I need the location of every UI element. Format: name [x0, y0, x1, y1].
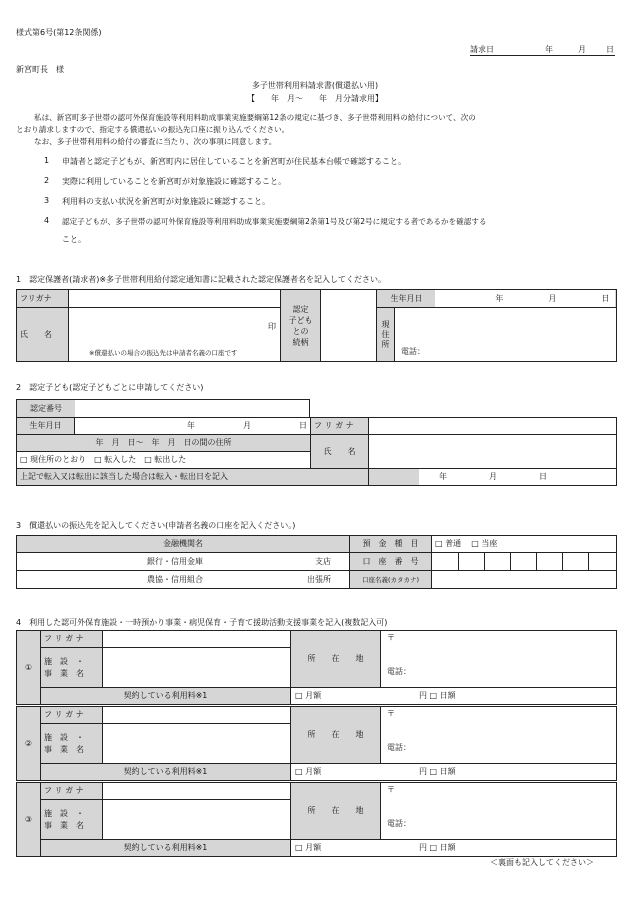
facility-furigana-field[interactable]	[103, 631, 291, 648]
consent-item: 2 実際に利用していることを新宮町が対象施設に確認すること。	[44, 176, 286, 186]
bank-table	[16, 535, 617, 589]
request-date[interactable]: 請求日 年 月 日	[470, 45, 614, 54]
residence-options[interactable]: □ 現住所のとおり □ 転入した □ 転出した	[17, 452, 311, 469]
section-2-heading: 2 認定子ども(認定子どもごとに申請してください)	[16, 383, 204, 392]
account-number-label: 口 座 番 号	[350, 553, 432, 571]
intro-line-2: とおり請求しますので、指定する償還払いの振込先口座に振り込んでください。	[16, 125, 290, 134]
intro-line-3: なお、多子世帯利用料の給付の審査に当たり、次の事項に同意します。	[34, 137, 277, 146]
section-3-heading: 3 償還払いの振込先を記入してください(申請者名義の口座を記入ください。)	[16, 521, 296, 530]
location-label: 所 在 地	[291, 707, 381, 764]
account-type-label: 預 金 種 目	[350, 536, 432, 553]
facility-furigana-label: フ リ ガ ナ	[41, 783, 103, 800]
facility-entry	[16, 782, 617, 857]
guardian-table	[16, 289, 617, 362]
account-number-field[interactable]	[432, 553, 617, 571]
facility-entry	[16, 630, 617, 705]
facility-name-label: 施 設 ・ 事 業 名	[41, 648, 103, 688]
fee-monthly-daily[interactable]: □ 月額 円 □ 日額	[291, 840, 617, 857]
move-date-note: 上記で転入又は転出に該当した場合は転入・転出日を記入	[17, 469, 369, 486]
address-label: 現 住 所	[377, 308, 395, 362]
account-holder-label: 口座名義(カタカナ)	[350, 571, 432, 589]
location-field[interactable]: 〒 電話：	[381, 707, 617, 764]
location-field[interactable]: 〒 電話：	[381, 783, 617, 840]
consent-item: 4 認定子どもが、多子世帯の認可外保育施設等利用料助成事業実施要綱第2条第1号及び第2号に規定する者であるかを確認する	[44, 216, 487, 226]
account-note: ※償還払いの場合の振込先は申請者名義の口座です	[89, 349, 238, 357]
form-number: 様式第6号(第12条関係)	[16, 28, 102, 37]
institution-label: 金融機関名	[17, 536, 350, 553]
facility-furigana-field[interactable]	[103, 707, 291, 724]
contract-fee-label: 契約している利用料※1	[41, 688, 291, 705]
facility-name-field[interactable]	[103, 648, 291, 688]
entry-number: ③	[17, 783, 41, 857]
fee-monthly-daily[interactable]: □ 月額 円 □ 日額	[291, 764, 617, 781]
consent-item: 3 利用料の支払い状況を新宮町が対象施設に確認すること。	[44, 196, 270, 206]
account-type-current[interactable]: □ 当座	[471, 539, 498, 548]
seal-mark: 印	[268, 322, 276, 331]
facility-name-label: 施 設 ・ 事 業 名	[41, 724, 103, 764]
relation-field[interactable]	[321, 290, 377, 362]
branch-field[interactable]: 農協・信用組合 出張所	[17, 571, 350, 589]
residence-period-label: 年 月 日～ 年 月 日の間の住所	[17, 435, 311, 452]
facility-furigana-label: フ リ ガ ナ	[41, 707, 103, 724]
location-label: 所 在 地	[291, 631, 381, 688]
guardian-furigana-field[interactable]	[69, 290, 281, 308]
child-table	[16, 417, 617, 486]
addressee: 新宮町長 様	[16, 65, 64, 74]
facility-entry	[16, 706, 617, 781]
entry-number: ②	[17, 707, 41, 781]
claim-period: 【 年 月～ 年 月分請求用】	[247, 94, 383, 103]
child-birth-label: 生年月日	[17, 418, 75, 435]
fee-monthly-daily[interactable]: □ 月額 円 □ 日額	[291, 688, 617, 705]
consent-list	[44, 156, 614, 256]
consent-item-cont: こと。	[62, 235, 86, 244]
move-date-field[interactable]: 年 月 日	[369, 469, 617, 486]
child-birth-field[interactable]: 年 月 日	[75, 418, 311, 435]
furigana-label: フリガナ	[17, 290, 69, 308]
contract-fee-label: 契約している利用料※1	[41, 840, 291, 857]
name-label: 氏 名	[17, 308, 69, 362]
consent-item: 1 申請者と認定子どもが、新宮町内に居住していることを新宮町が住民基本台帳で確認すること。	[44, 156, 406, 166]
contract-fee-label: 契約している利用料※1	[41, 764, 291, 781]
child-furigana-label: フ リ ガ ナ	[311, 418, 369, 435]
guardian-name-field[interactable]	[69, 308, 281, 362]
facility-furigana-field[interactable]	[103, 783, 291, 800]
entry-number: ①	[17, 631, 41, 705]
facility-name-field[interactable]	[103, 724, 291, 764]
account-type-normal[interactable]: □ 普通	[435, 539, 462, 548]
section-4-heading: 4 利用した認可外保育施設・一時預かり事業・病児保育・子育て援助活動支援事業を記入(複数記入可)	[16, 618, 388, 627]
guardian-address-field[interactable]: 電話：	[395, 308, 617, 362]
facility-furigana-label: フ リ ガ ナ	[41, 631, 103, 648]
bank-name-field[interactable]: 銀行・信用金庫 支店	[17, 553, 350, 571]
facility-name-label: 施 設 ・ 事 業 名	[41, 800, 103, 840]
section-1-heading: 1 認定保護者(請求者)※多子世帯利用給付認定通知書に記載された認定保護者名を記入してください。	[16, 275, 387, 284]
account-holder-field[interactable]	[432, 571, 617, 589]
page-title: 多子世帯利用料請求書(償還払い用)	[251, 81, 379, 90]
guardian-birth-row[interactable]: 生年月日 年 月 日	[377, 290, 617, 308]
intro-line-1: 私は、新宮町多子世帯の認可外保育施設等利用料助成事業実施要綱第12条の規定に基づき、多子世帯利用料の給付について、次の	[34, 113, 476, 122]
back-side-note: ＜裏面も記入してください＞	[490, 858, 594, 867]
facility-name-field[interactable]	[103, 800, 291, 840]
location-label: 所 在 地	[291, 783, 381, 840]
child-name-field[interactable]	[369, 435, 617, 469]
account-type-options[interactable]	[432, 536, 617, 553]
location-field[interactable]: 〒 電話：	[381, 631, 617, 688]
child-furigana-field[interactable]	[369, 418, 617, 435]
cert-number-row[interactable]: 認定番号	[16, 399, 310, 418]
child-name-label: 氏 名	[311, 435, 369, 469]
relation-label: 認定 子ども との 続柄	[281, 290, 321, 362]
